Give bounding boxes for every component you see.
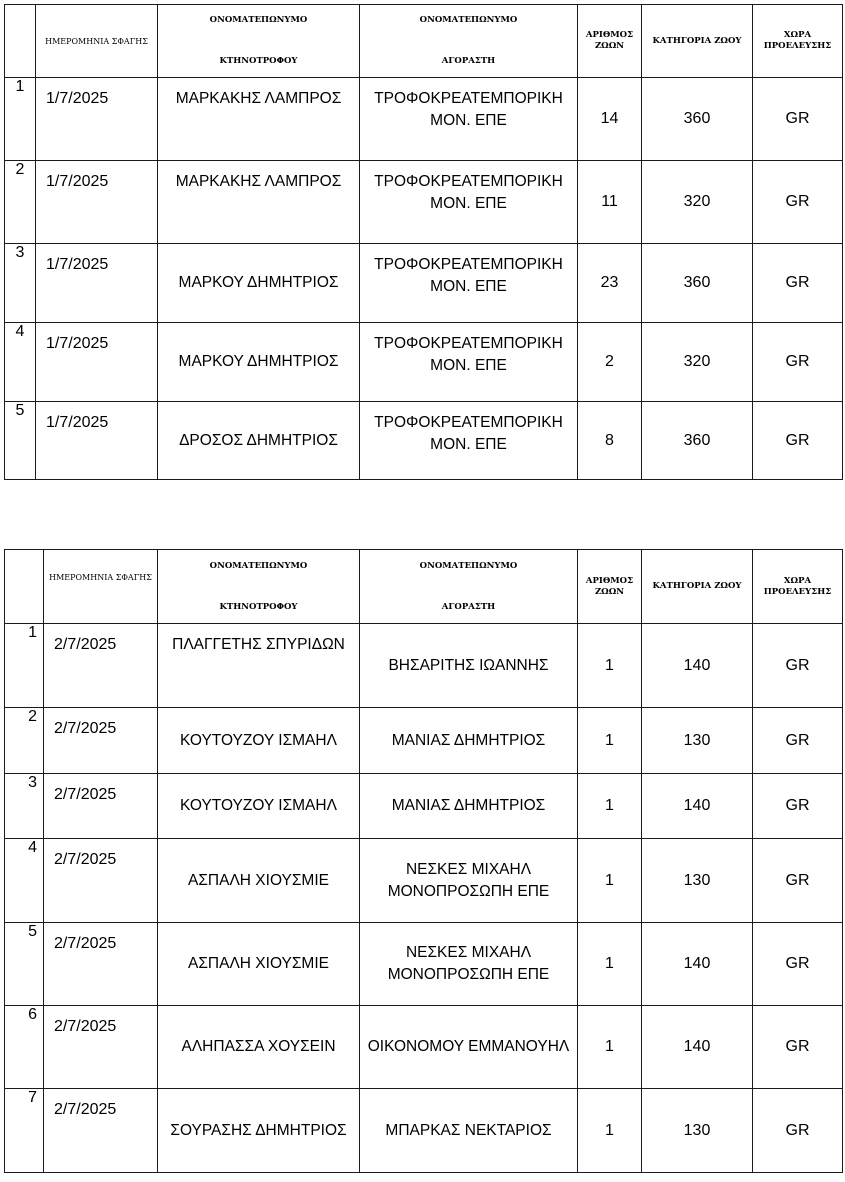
row-date: 2/7/2025 bbox=[44, 624, 158, 708]
row-number: 5 bbox=[5, 923, 44, 1006]
row-country: GR bbox=[753, 839, 843, 923]
row-category: 360 bbox=[642, 78, 753, 161]
row-category: 140 bbox=[642, 923, 753, 1006]
row-date: 2/7/2025 bbox=[44, 923, 158, 1006]
row-category: 140 bbox=[642, 774, 753, 839]
header-farmer-name-label: ΟΝΟΜΑΤΕΠΩΝΥΜΟ bbox=[209, 15, 308, 25]
row-number: 7 bbox=[5, 1089, 44, 1173]
row-buyer: ΤΡΟΦΟΚΡΕΑΤΕΜΠΟΡΙΚΗ ΜΟΝ. ΕΠΕ bbox=[360, 323, 578, 402]
row-count: 1 bbox=[578, 839, 642, 923]
row-date: 2/7/2025 bbox=[44, 839, 158, 923]
header-buyer-name-label: ΟΝΟΜΑΤΕΠΩΝΥΜΟ bbox=[419, 560, 518, 571]
header-buyer bbox=[360, 5, 578, 78]
row-count: 8 bbox=[578, 402, 642, 480]
row-category: 140 bbox=[642, 1006, 753, 1089]
header-farmer-label: ΚΤΗΝΟΤΡΟΦΟΥ bbox=[219, 56, 298, 66]
row-buyer: ΤΡΟΦΟΚΡΕΑΤΕΜΠΟΡΙΚΗ ΜΟΝ. ΕΠΕ bbox=[360, 244, 578, 323]
table-row bbox=[5, 323, 843, 402]
row-farmer: ΚΟΥΤΟΥΖΟΥ ΙΣΜΑΗΛ bbox=[158, 774, 360, 839]
row-count: 1 bbox=[578, 1089, 642, 1173]
row-date: 1/7/2025 bbox=[36, 161, 158, 244]
header-farmer bbox=[158, 550, 360, 624]
row-country: GR bbox=[753, 323, 843, 402]
row-country: GR bbox=[753, 708, 843, 774]
row-buyer: ΤΡΟΦΟΚΡΕΑΤΕΜΠΟΡΙΚΗ ΜΟΝ. ΕΠΕ bbox=[360, 402, 578, 480]
row-farmer: ΜΑΡΚΟΥ ΔΗΜΗΤΡΙΟΣ bbox=[158, 323, 360, 402]
header-category: ΚΑΤΗΓΟΡΙΑ ΖΩΟΥ bbox=[642, 550, 753, 624]
table-row bbox=[5, 78, 843, 161]
row-number: 3 bbox=[5, 244, 36, 323]
row-count: 1 bbox=[578, 624, 642, 708]
row-country: GR bbox=[753, 624, 843, 708]
row-farmer: ΚΟΥΤΟΥΖΟΥ ΙΣΜΑΗΛ bbox=[158, 708, 360, 774]
row-buyer: ΜΑΝΙΑΣ ΔΗΜΗΤΡΙΟΣ bbox=[360, 708, 578, 774]
row-buyer: ΤΡΟΦΟΚΡΕΑΤΕΜΠΟΡΙΚΗ ΜΟΝ. ΕΠΕ bbox=[360, 161, 578, 244]
row-country: GR bbox=[753, 161, 843, 244]
header-category: ΚΑΤΗΓΟΡΙΑ ΖΩΟΥ bbox=[642, 5, 753, 78]
row-number: 1 bbox=[5, 624, 44, 708]
row-buyer: ΜΠΑΡΚΑΣ ΝΕΚΤΑΡΙΟΣ bbox=[360, 1089, 578, 1173]
header-farmer-name-label: ΟΝΟΜΑΤΕΠΩΝΥΜΟ bbox=[209, 560, 308, 571]
row-category: 140 bbox=[642, 624, 753, 708]
row-date: 2/7/2025 bbox=[44, 774, 158, 839]
row-category: 130 bbox=[642, 1089, 753, 1173]
slaughter-table-1 bbox=[4, 4, 843, 480]
row-buyer: ΟΙΚΟΝΟΜΟΥ ΕΜΜΑΝΟΥΗΛ bbox=[360, 1006, 578, 1089]
row-farmer: ΑΛΗΠΑΣΣΑ ΧΟΥΣΕΙΝ bbox=[158, 1006, 360, 1089]
row-category: 130 bbox=[642, 839, 753, 923]
header-buyer-label: ΑΓΟΡΑΣΤΗ bbox=[441, 56, 496, 66]
row-country: GR bbox=[753, 402, 843, 480]
row-farmer: ΔΡΟΣΟΣ ΔΗΜΗΤΡΙΟΣ bbox=[158, 402, 360, 480]
table-row bbox=[5, 708, 843, 774]
row-buyer: ΜΑΝΙΑΣ ΔΗΜΗΤΡΙΟΣ bbox=[360, 774, 578, 839]
table-row bbox=[5, 244, 843, 323]
row-buyer: ΒΗΣΑΡΙΤΗΣ ΙΩΑΝΝΗΣ bbox=[360, 624, 578, 708]
row-category: 320 bbox=[642, 161, 753, 244]
row-country: GR bbox=[753, 1089, 843, 1173]
header-number-cell bbox=[5, 550, 44, 624]
row-date: 2/7/2025 bbox=[44, 708, 158, 774]
header-country: ΧΩΡΑ ΠΡΟΕΛΕΥΣΗΣ bbox=[753, 550, 843, 624]
row-date: 1/7/2025 bbox=[36, 323, 158, 402]
row-farmer: ΣΟΥΡΑΣΗΣ ΔΗΜΗΤΡΙΟΣ bbox=[158, 1089, 360, 1173]
row-number: 2 bbox=[5, 161, 36, 244]
row-date: 1/7/2025 bbox=[36, 78, 158, 161]
row-number: 1 bbox=[5, 78, 36, 161]
row-count: 1 bbox=[578, 708, 642, 774]
row-farmer: ΑΣΠΑΛΗ ΧΙΟΥΣΜΙΕ bbox=[158, 923, 360, 1006]
table-header-row bbox=[5, 550, 843, 624]
table-row bbox=[5, 1006, 843, 1089]
header-count: ΑΡΙΘΜΟΣ ΖΩΩΝ bbox=[578, 5, 642, 78]
table-row bbox=[5, 839, 843, 923]
table-row bbox=[5, 1089, 843, 1173]
table-row bbox=[5, 161, 843, 244]
row-country: GR bbox=[753, 244, 843, 323]
table-row bbox=[5, 402, 843, 480]
row-date: 1/7/2025 bbox=[36, 244, 158, 323]
row-buyer: ΝΕΣΚΕΣ ΜΙΧΑΗΛ ΜΟΝΟΠΡΟΣΩΠΗ ΕΠΕ bbox=[360, 923, 578, 1006]
row-farmer: ΜΑΡΚΟΥ ΔΗΜΗΤΡΙΟΣ bbox=[158, 244, 360, 323]
row-number: 5 bbox=[5, 402, 36, 480]
header-count: ΑΡΙΘΜΟΣ ΖΩΩΝ bbox=[578, 550, 642, 624]
header-date: ΗΜΕΡΟΜΗΝΙΑ ΣΦΑΓΗΣ bbox=[36, 5, 158, 78]
row-farmer: ΜΑΡΚΑΚΗΣ ΛΑΜΠΡΟΣ bbox=[158, 78, 360, 161]
row-farmer: ΜΑΡΚΑΚΗΣ ΛΑΜΠΡΟΣ bbox=[158, 161, 360, 244]
row-buyer: ΤΡΟΦΟΚΡΕΑΤΕΜΠΟΡΙΚΗ ΜΟΝ. ΕΠΕ bbox=[360, 78, 578, 161]
row-farmer: ΑΣΠΑΛΗ ΧΙΟΥΣΜΙΕ bbox=[158, 839, 360, 923]
table-row bbox=[5, 774, 843, 839]
row-country: GR bbox=[753, 774, 843, 839]
row-number: 2 bbox=[5, 708, 44, 774]
header-buyer-name-label: ΟΝΟΜΑΤΕΠΩΝΥΜΟ bbox=[419, 15, 518, 25]
row-number: 6 bbox=[5, 1006, 44, 1089]
row-count: 1 bbox=[578, 774, 642, 839]
table-row bbox=[5, 923, 843, 1006]
row-farmer: ΠΛΑΓΓΕΤΗΣ ΣΠΥΡΙΔΩΝ bbox=[158, 624, 360, 708]
table-row bbox=[5, 624, 843, 708]
row-country: GR bbox=[753, 923, 843, 1006]
row-count: 11 bbox=[578, 161, 642, 244]
row-country: GR bbox=[753, 78, 843, 161]
row-date: 1/7/2025 bbox=[36, 402, 158, 480]
row-count: 2 bbox=[578, 323, 642, 402]
row-country: GR bbox=[753, 1006, 843, 1089]
row-buyer: ΝΕΣΚΕΣ ΜΙΧΑΗΛ ΜΟΝΟΠΡΟΣΩΠΗ ΕΠΕ bbox=[360, 839, 578, 923]
row-number: 3 bbox=[5, 774, 44, 839]
row-category: 360 bbox=[642, 244, 753, 323]
table-header-row bbox=[5, 5, 843, 78]
row-count: 23 bbox=[578, 244, 642, 323]
header-farmer bbox=[158, 5, 360, 78]
header-farmer-label: ΚΤΗΝΟΤΡΟΦΟΥ bbox=[219, 601, 298, 612]
row-category: 320 bbox=[642, 323, 753, 402]
row-date: 2/7/2025 bbox=[44, 1006, 158, 1089]
row-count: 14 bbox=[578, 78, 642, 161]
row-count: 1 bbox=[578, 923, 642, 1006]
slaughter-table-2 bbox=[4, 549, 843, 1173]
row-date: 2/7/2025 bbox=[44, 1089, 158, 1173]
header-buyer bbox=[360, 550, 578, 624]
row-number: 4 bbox=[5, 839, 44, 923]
header-country: ΧΩΡΑ ΠΡΟΕΛΕΥΣΗΣ bbox=[753, 5, 843, 78]
header-number-cell bbox=[5, 5, 36, 78]
row-number: 4 bbox=[5, 323, 36, 402]
row-category: 130 bbox=[642, 708, 753, 774]
row-count: 1 bbox=[578, 1006, 642, 1089]
header-buyer-label: ΑΓΟΡΑΣΤΗ bbox=[441, 601, 496, 612]
header-date: ΗΜΕΡΟΜΗΝΙΑ ΣΦΑΓΗΣ bbox=[44, 550, 158, 624]
row-category: 360 bbox=[642, 402, 753, 480]
